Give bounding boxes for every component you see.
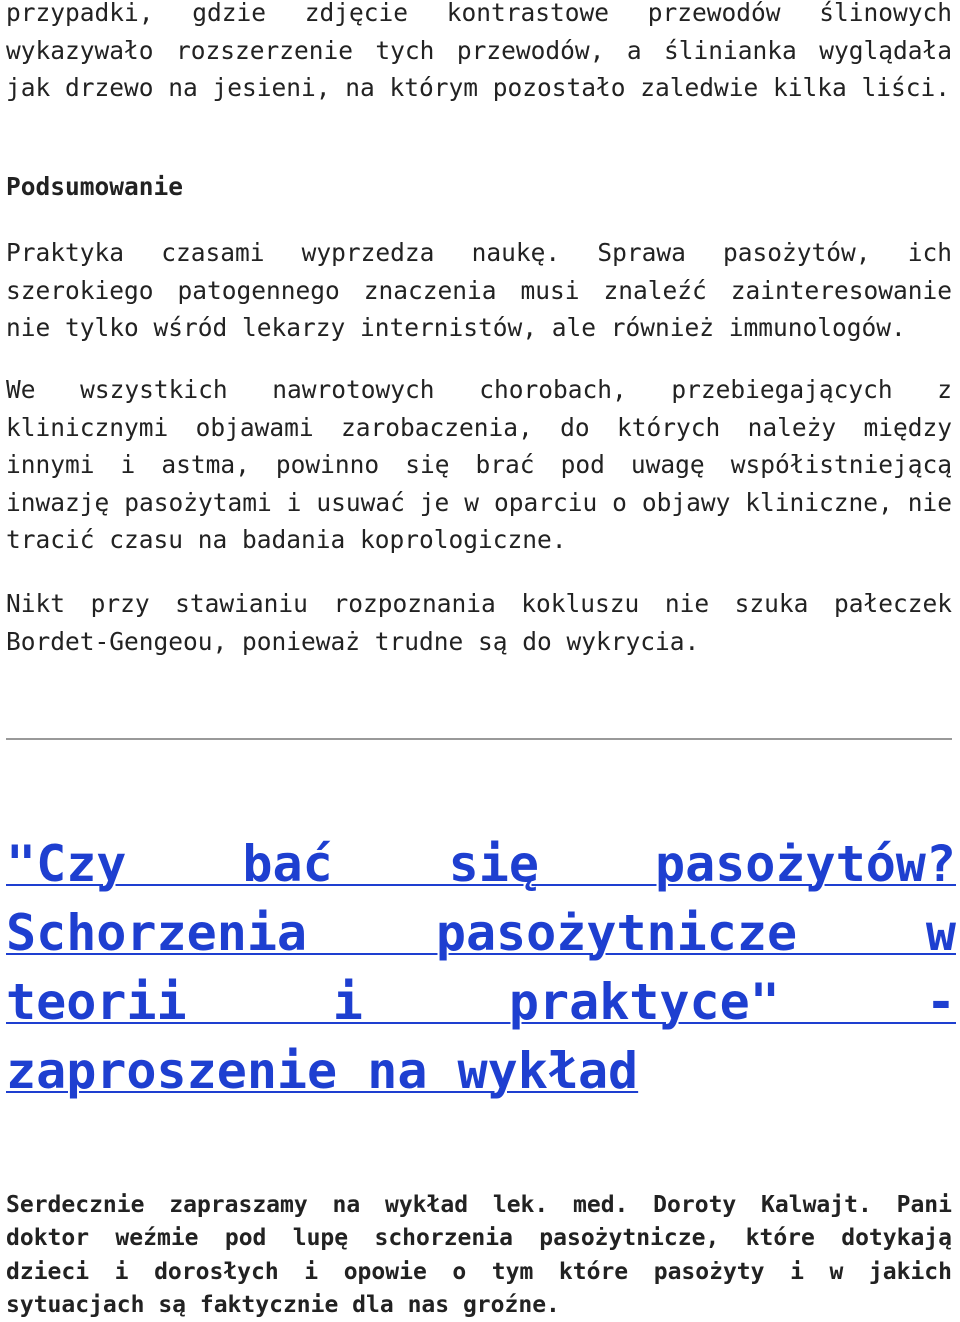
- next-article-title-link[interactable]: "Czy bać się pasożytów? Schorzenia pasożytnicze w teorii i praktyce" - zaproszenie na wykład: [6, 835, 956, 1100]
- intro-paragraph: przypadki, gdzie zdjęcie kontrastowe przewodów ślinowych wykazywało rozszerzenie tych przewodów, a ślinianka wyglądała jak drzewo na jesieni, na którym pozostało zaledwie kilka liści.: [6, 0, 952, 103]
- next-article-title: [6, 830, 956, 1106]
- paragraph-practice: Praktyka czasami wyprzedza naukę. Sprawa pasożytów, ich szerokiego patogennego znaczenia musi znaleźć zainteresowanie nie tylko wśród lekarzy internistów, ale również immunologów.: [6, 238, 952, 343]
- next-article-lead: Serdecznie zapraszamy na wykład lek. med. Doroty Kalwajt. Pani doktor weźmie pod lupę schorzenia pasożytnicze, które dotykają dzieci i dorosłych i opowie o tym które pasożyty i w jakich sytuacjach są faktycznie dla nas groźne.: [6, 1192, 952, 1318]
- summary-heading: Podsumowanie: [6, 172, 184, 201]
- paragraph-recurrent-diseases: We wszystkich nawrotowych chorobach, przebiegających z klinicznymi objawami zarobaczenia, do których należy między innymi i astma, powinno się brać pod uwagę współistniejącą inwazję pasożytami i usuwać je w oparciu o objawy kliniczne, nie tracić czasu na badania koprologiczne.: [6, 375, 952, 555]
- paragraph-pertussis: Nikt przy stawianiu rozpoznania kokluszu nie szuka pałeczek Bordet-Gengeou, ponieważ trudne są do wykrycia.: [6, 589, 952, 656]
- article-divider: [6, 738, 952, 740]
